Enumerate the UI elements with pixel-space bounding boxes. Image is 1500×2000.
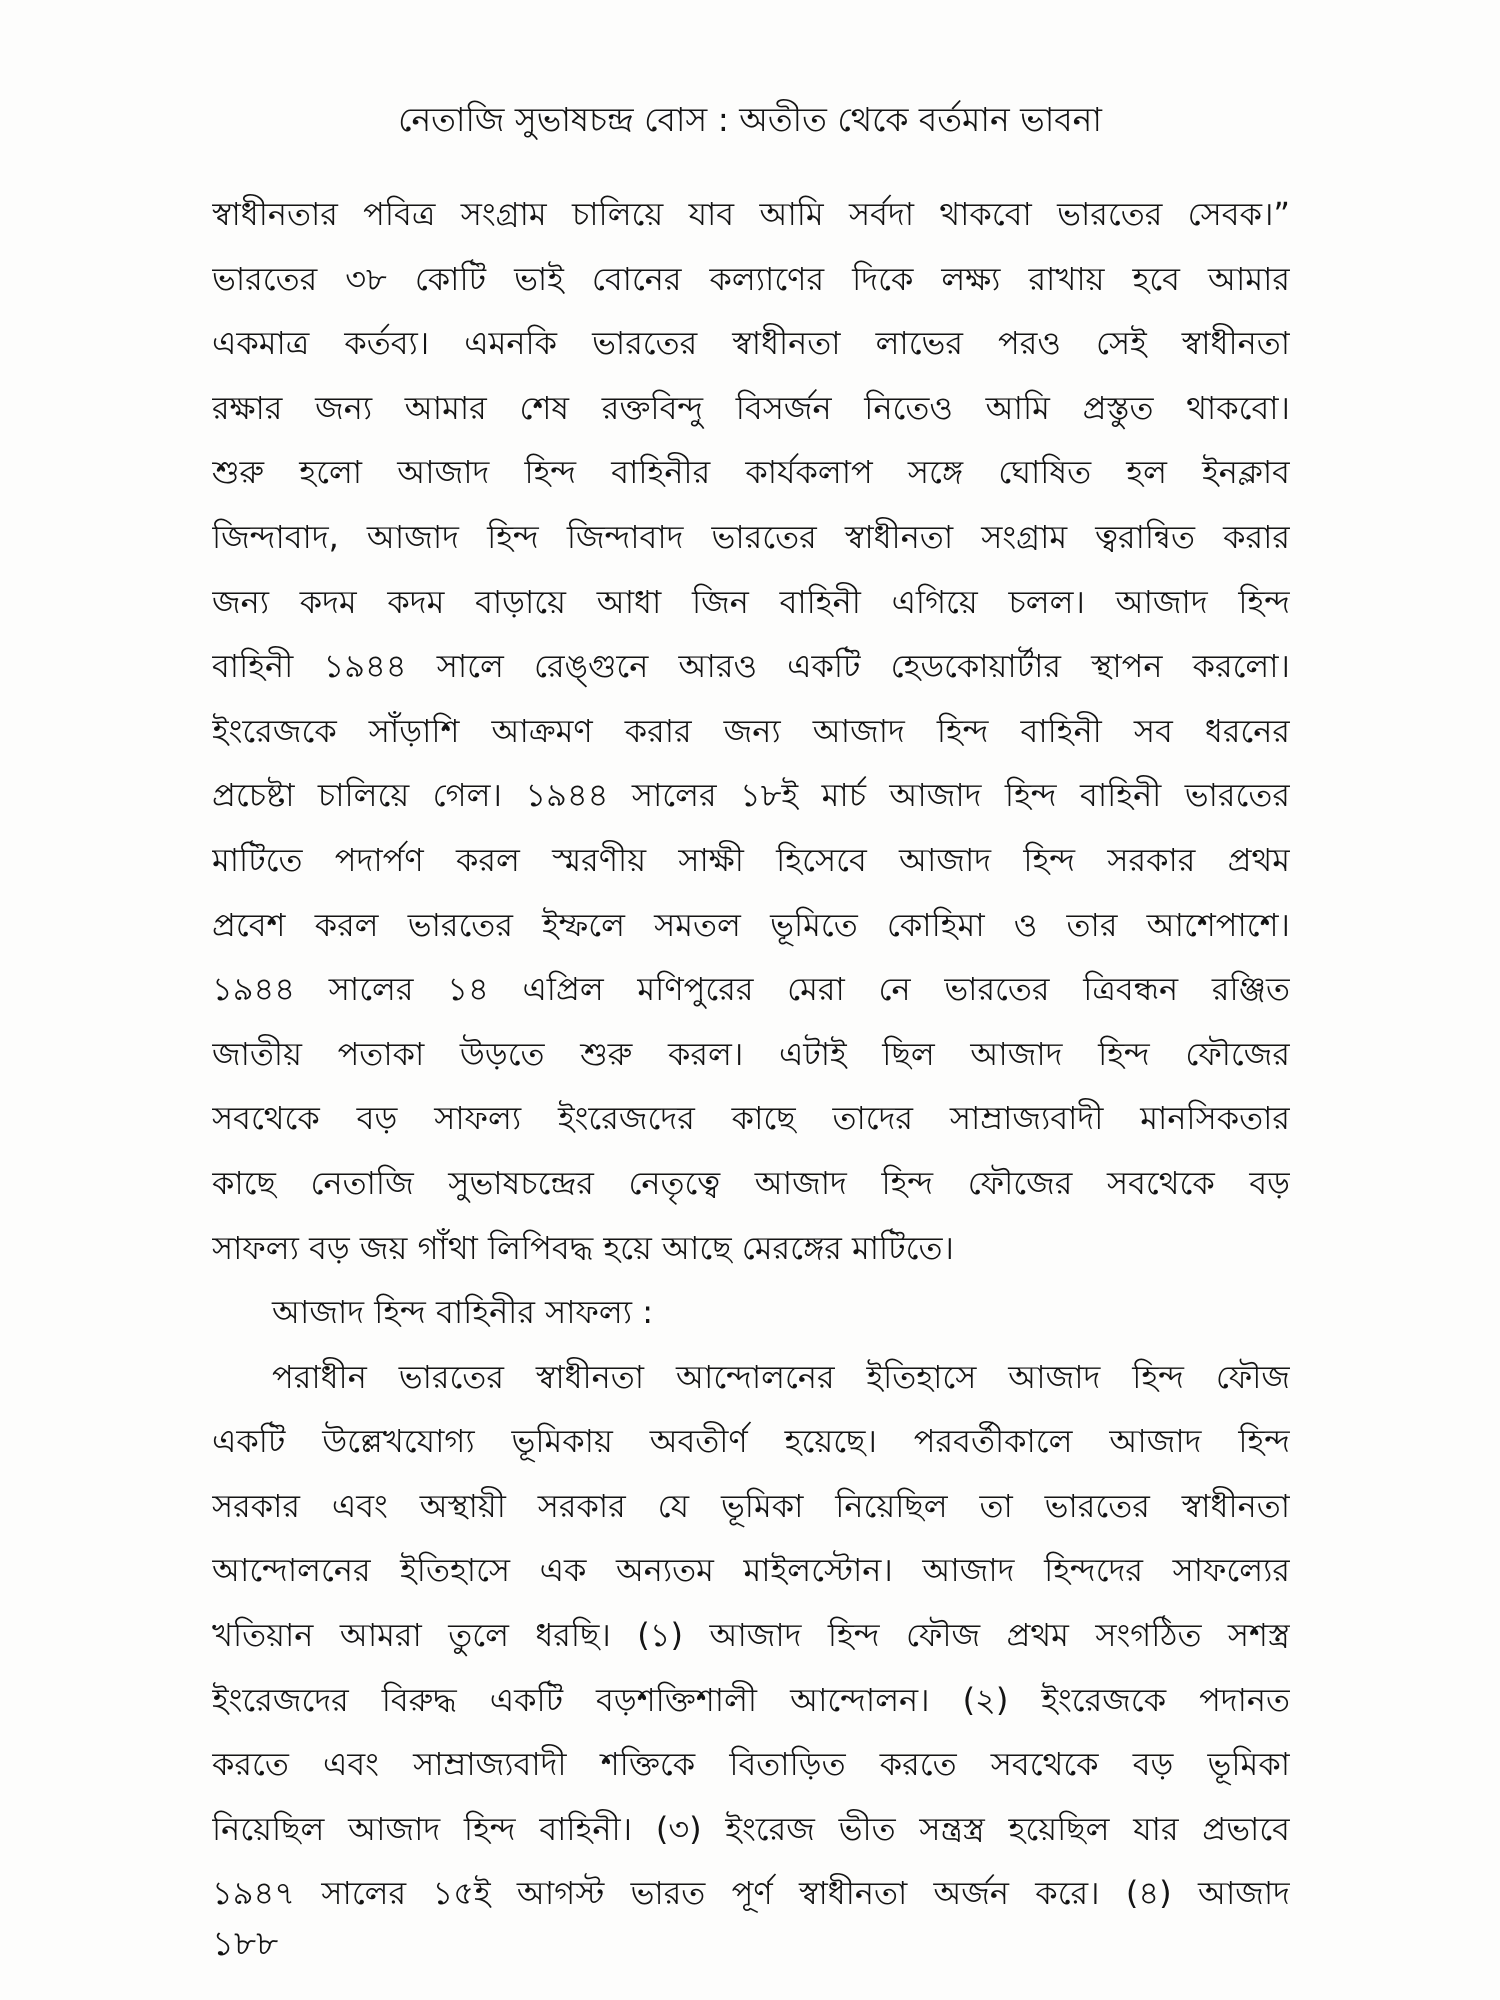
text-line: সরকার এবং অস্থায়ী সরকার যে ভূমিকা নিয়েছিল তা ভারতের স্বাধীনতা xyxy=(212,1486,1290,1525)
text-line: ১৯৪৭ সালের ১৫ই আগস্ট ভারত পূর্ণ স্বাধীনতা অর্জন করে। (৪) আজাদ xyxy=(212,1874,1290,1913)
text-line: কাছে নেতাজি সুভাষচন্দ্রের নেতৃত্বে আজাদ হিন্দ ফৌজের সবথেকে বড় xyxy=(212,1163,1290,1202)
text-line: খতিয়ান আমরা তুলে ধরছি। (১) আজাদ হিন্দ ফৌজ প্রথম সংগঠিত সশস্ত্র xyxy=(212,1616,1290,1655)
text-line: একটি উল্লেখযোগ্য ভূমিকায় অবতীর্ণ হয়েছে। পরবর্তীকালে আজাদ হিন্দ xyxy=(212,1422,1290,1461)
text-line: ১৯৪৪ সালের ১৪ এপ্রিল মণিপুরের মেরা নে ভারতের ত্রিবন্ধন রঞ্জিত xyxy=(212,970,1290,1009)
running-header: নেতাজি সুভাষচন্দ্র বোস : অতীত থেকে বর্তমান ভাবনা xyxy=(398,100,1102,139)
text-line: বাহিনী ১৯৪৪ সালে রেঙ্গুনে আরও একটি হেডকোয়ার্টার স্থাপন করলো। xyxy=(212,647,1290,686)
text-line: মাটিতে পদার্পণ করল স্মরণীয় সাক্ষী হিসেবে আজাদ হিন্দ সরকার প্রথম xyxy=(212,840,1290,879)
text-line: জাতীয় পতাকা উড়তে শুরু করল। এটাই ছিল আজাদ হিন্দ ফৌজের xyxy=(212,1034,1290,1073)
body-text xyxy=(212,182,1290,1926)
text-line: পরাধীন ভারতের স্বাধীনতা আন্দোলনের ইতিহাসে আজাদ হিন্দ ফৌজ xyxy=(272,1357,1290,1396)
text-line: নিয়েছিল আজাদ হিন্দ বাহিনী। (৩) ইংরেজ ভীত সন্ত্রস্ত্র হয়েছিল যার প্রভাবে xyxy=(212,1809,1290,1848)
text-line: রক্ষার জন্য আমার শেষ রক্তবিন্দু বিসর্জন নিতেও আমি প্রস্তুত থাকবো। xyxy=(212,388,1290,427)
text-line: ভারতের ৩৮ কোটি ভাই বোনের কল্যাণের দিকে লক্ষ্য রাখায় হবে আমার xyxy=(212,259,1290,298)
section-heading: আজাদ হিন্দ বাহিনীর সাফল্য : xyxy=(272,1293,653,1332)
text-line: আন্দোলনের ইতিহাসে এক অন্যতম মাইলস্টোন। আজাদ হিন্দদের সাফল্যের xyxy=(212,1551,1290,1590)
text-line: ইংরেজদের বিরুদ্ধ একটি বড়শক্তিশালী আন্দোলন। (২) ইংরেজকে পদানত xyxy=(212,1680,1290,1719)
text-line: জিন্দাবাদ, আজাদ হিন্দ জিন্দাবাদ ভারতের স্বাধীনতা সংগ্রাম ত্বরান্বিত করার xyxy=(212,517,1290,556)
text-line: প্রচেষ্টা চালিয়ে গেল। ১৯৪৪ সালের ১৮ই মার্চ আজাদ হিন্দ বাহিনী ভারতের xyxy=(212,776,1290,815)
text-line: প্রবেশ করল ভারতের ইম্ফলে সমতল ভূমিতে কোহিমা ও তার আশেপাশে। xyxy=(212,905,1290,944)
text-line: জন্য কদম কদম বাড়ায়ে আধা জিন বাহিনী এগিয়ে চলল। আজাদ হিন্দ xyxy=(212,582,1290,621)
text-line: স্বাধীনতার পবিত্র সংগ্রাম চালিয়ে যাব আমি সর্বদা থাকবো ভারতের সেবক।” xyxy=(212,195,1290,233)
text-line: সবথেকে বড় সাফল্য ইংরেজদের কাছে তাদের সাম্রাজ্যবাদী মানসিকতার xyxy=(212,1099,1290,1138)
text-line: ইংরেজকে সাঁড়াশি আক্রমণ করার জন্য আজাদ হিন্দ বাহিনী সব ধরনের xyxy=(212,711,1290,750)
text-line: সাফল্য বড় জয় গাঁথা লিপিবদ্ধ হয়ে আছে মেরঙ্গের মাটিতে। xyxy=(212,1228,954,1267)
text-line: একমাত্র কর্তব্য। এমনকি ভারতের স্বাধীনতা লাভের পরও সেই স্বাধীনতা xyxy=(212,324,1290,363)
page-number: ১৮৮ xyxy=(212,1924,279,1964)
text-line: করতে এবং সাম্রাজ্যবাদী শক্তিকে বিতাড়িত করতে সবথেকে বড় ভূমিকা xyxy=(212,1745,1290,1784)
text-line: শুরু হলো আজাদ হিন্দ বাহিনীর কার্যকলাপ সঙ্গে ঘোষিত হল ইনক্লাব xyxy=(212,453,1290,492)
